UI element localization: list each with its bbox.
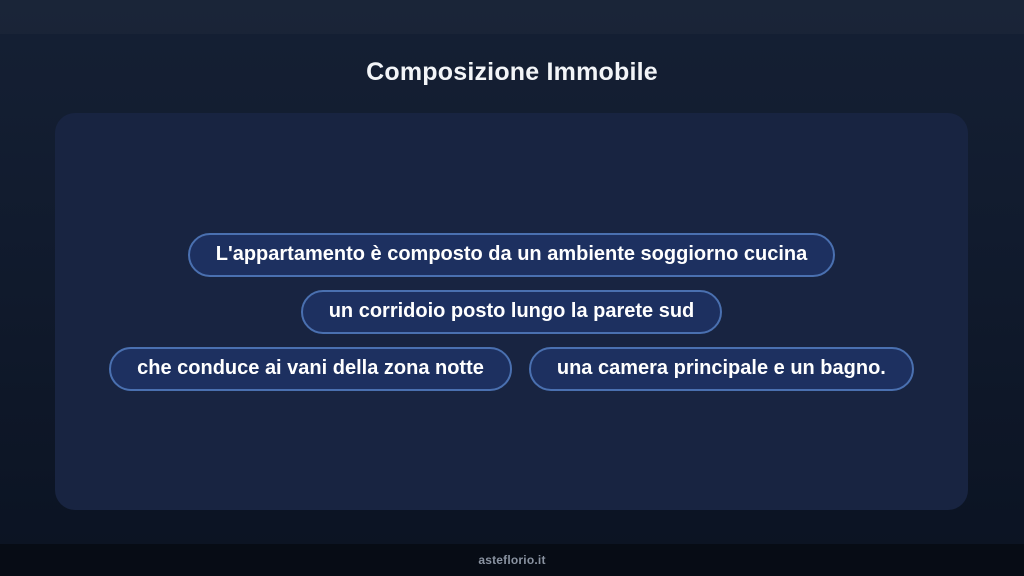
text-pill-bedroom-bathroom: una camera principale e un bagno. [529, 347, 914, 391]
text-pill-night-zone: che conduce ai vani della zona notte [109, 347, 512, 391]
top-band [0, 0, 1024, 34]
pill-row-3 [109, 347, 914, 391]
pill-row-1 [188, 233, 836, 277]
footer-bar [0, 544, 1024, 576]
content-panel [55, 113, 968, 510]
text-pill-corridor: un corridoio posto lungo la parete sud [301, 290, 723, 334]
footer-site-label: asteflorio.it [478, 553, 546, 567]
page-title: Composizione Immobile [366, 58, 658, 86]
pill-row-2 [301, 290, 723, 334]
text-pill-apartment-composition: L'appartamento è composto da un ambiente soggiorno cucina [188, 233, 836, 277]
pill-group [109, 233, 914, 391]
